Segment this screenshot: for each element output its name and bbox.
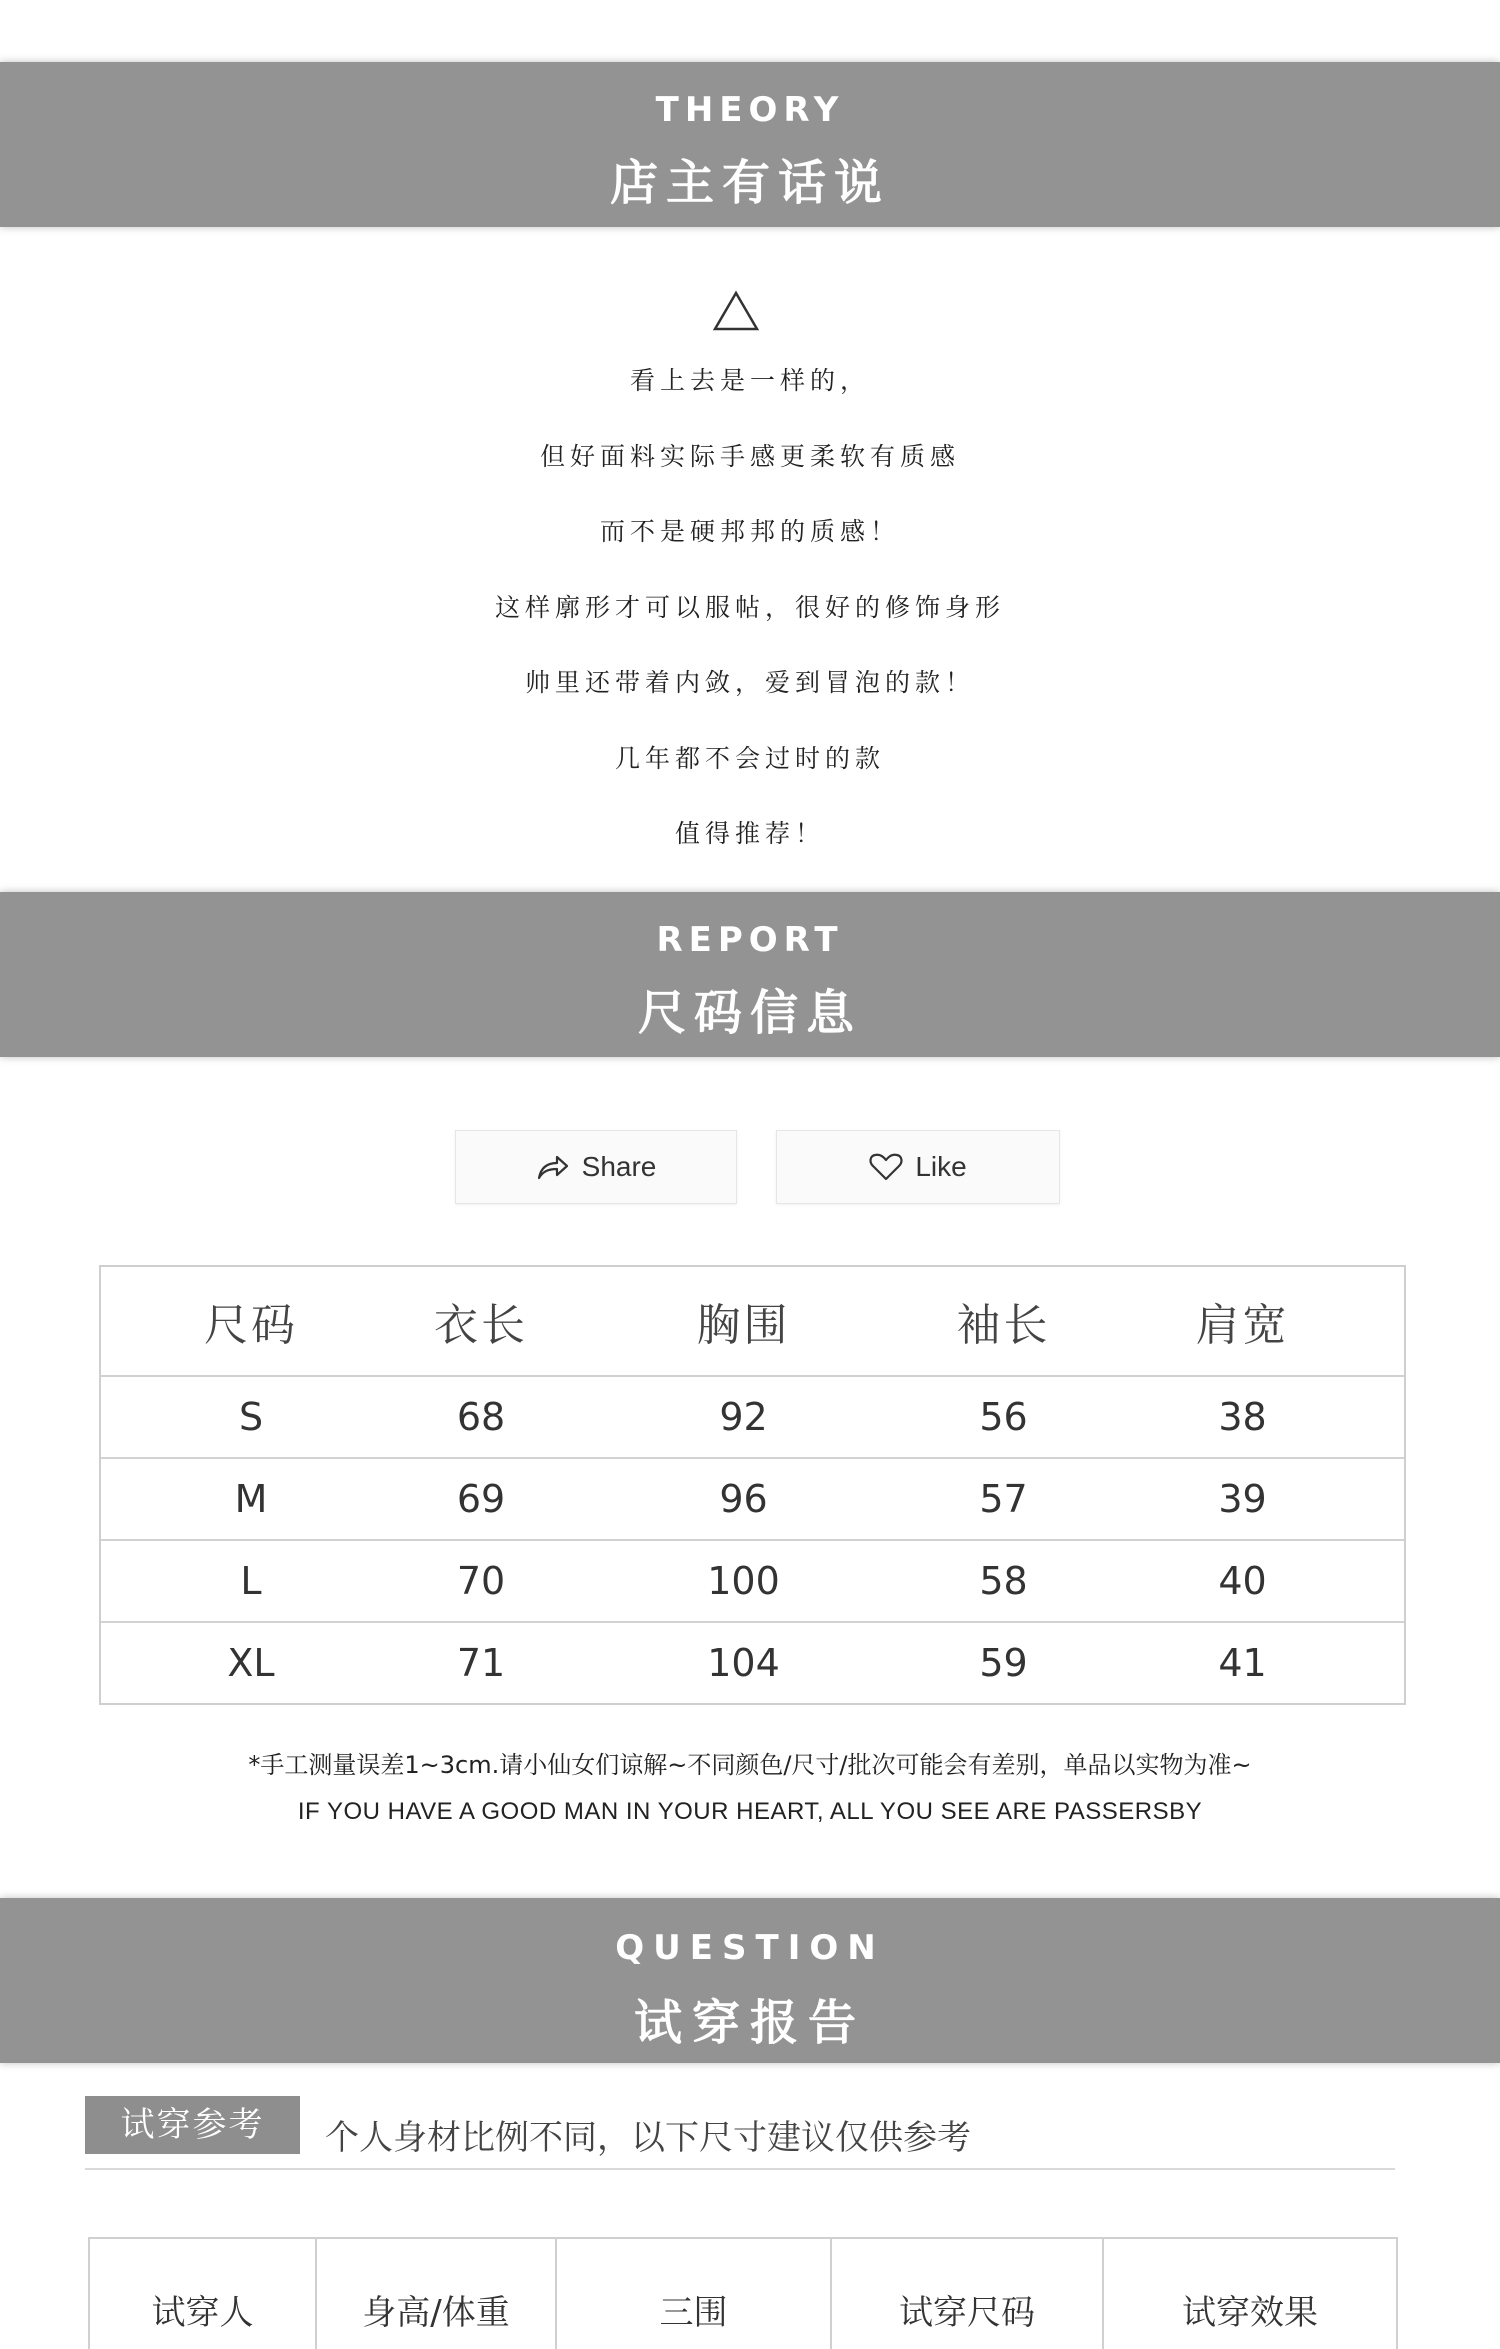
table-cell: 71 bbox=[456, 1641, 506, 1685]
note-line: 几年都不会过时的款 bbox=[614, 743, 885, 773]
trial-reference-tag: 试穿参考 bbox=[85, 2096, 300, 2154]
like-label: Like bbox=[915, 1151, 967, 1182]
table-cell: XL bbox=[227, 1641, 275, 1685]
table-cell: 70 bbox=[456, 1559, 506, 1603]
note-line: 但好面料实际手感更柔软有质感 bbox=[539, 441, 960, 471]
table-cell: 40 bbox=[1218, 1559, 1267, 1603]
size-table-header bbox=[101, 1267, 1404, 1375]
like-button[interactable] bbox=[776, 1130, 1060, 1204]
table-cell: M bbox=[234, 1477, 268, 1521]
table-row bbox=[101, 1375, 1404, 1457]
note-line: 而不是硬邦邦的质感！ bbox=[599, 517, 900, 546]
table-cell: 100 bbox=[707, 1559, 780, 1603]
table-cell: 58 bbox=[979, 1559, 1028, 1603]
report-title-cn: 尺码信息 bbox=[637, 985, 862, 1041]
share-button[interactable] bbox=[455, 1130, 737, 1204]
report-title-en: REPORT bbox=[656, 920, 844, 960]
header-trial-size: 试穿尺码 bbox=[830, 2239, 1102, 2349]
theory-banner bbox=[0, 62, 1500, 227]
table-cell: 56 bbox=[979, 1395, 1028, 1439]
note-line: 这样廓形才可以服帖，很好的修饰身形 bbox=[494, 592, 1005, 622]
trial-reference-note: 个人身材比例不同，以下尺寸建议仅供参考 bbox=[325, 2118, 971, 2158]
question-title-cn: 试穿报告 bbox=[633, 1995, 866, 2051]
english-slogan: IF YOU HAVE A GOOD MAN IN YOUR HEART, ALL YOU SEE ARE PASSERSBY bbox=[297, 1798, 1203, 1825]
header-tester: 试穿人 bbox=[151, 2293, 254, 2333]
table-cell: L bbox=[240, 1559, 262, 1603]
table-cell: 96 bbox=[719, 1477, 768, 1521]
table-cell: 104 bbox=[707, 1641, 780, 1685]
shop-notes bbox=[0, 360, 1500, 889]
question-title-en: QUESTION bbox=[615, 1928, 885, 1968]
theory-title-cn: 店主有话说 bbox=[609, 155, 890, 211]
header-shoulder: 肩宽 bbox=[1195, 1300, 1290, 1351]
trial-table-header bbox=[88, 2237, 1398, 2349]
table-cell: S bbox=[238, 1395, 264, 1439]
note-line: 值得推荐！ bbox=[674, 819, 825, 848]
size-table bbox=[99, 1265, 1406, 1705]
table-cell: 92 bbox=[719, 1395, 768, 1439]
table-cell: 59 bbox=[979, 1641, 1028, 1685]
heart-icon bbox=[869, 1152, 903, 1182]
question-banner bbox=[0, 1898, 1500, 2063]
table-row bbox=[101, 1457, 1404, 1539]
table-row bbox=[101, 1539, 1404, 1621]
header-length: 衣长 bbox=[434, 1300, 528, 1351]
note-line: 看上去是一样的， bbox=[629, 366, 870, 395]
header-sleeve: 袖长 bbox=[956, 1300, 1051, 1351]
report-banner bbox=[0, 892, 1500, 1057]
table-row bbox=[101, 1621, 1404, 1703]
note-line: 帅里还带着内敛，爱到冒泡的款！ bbox=[524, 668, 975, 697]
table-cell: 39 bbox=[1218, 1477, 1267, 1521]
share-icon bbox=[536, 1153, 570, 1181]
table-cell: 38 bbox=[1218, 1395, 1267, 1439]
share-label: Share bbox=[581, 1151, 657, 1182]
header-chest: 胸围 bbox=[696, 1300, 791, 1351]
table-cell: 68 bbox=[456, 1395, 506, 1439]
measurement-disclaimer: *手工测量误差1~3cm.请小仙女们谅解~不同颜色/尺寸/批次可能会有差别，单品以实物为准~ bbox=[248, 1751, 1252, 1779]
header-trial-effect: 试穿效果 bbox=[1102, 2239, 1396, 2349]
header-height-weight: 身高/体重 bbox=[315, 2239, 555, 2349]
triangle-icon bbox=[712, 290, 760, 332]
header-size: 尺码 bbox=[204, 1300, 298, 1351]
header-measurements: 三围 bbox=[555, 2239, 830, 2349]
theory-title-en: THEORY bbox=[655, 90, 845, 130]
divider bbox=[85, 2168, 1395, 2170]
table-cell: 69 bbox=[456, 1477, 506, 1521]
table-cell: 41 bbox=[1218, 1641, 1267, 1685]
table-cell: 57 bbox=[979, 1477, 1028, 1521]
